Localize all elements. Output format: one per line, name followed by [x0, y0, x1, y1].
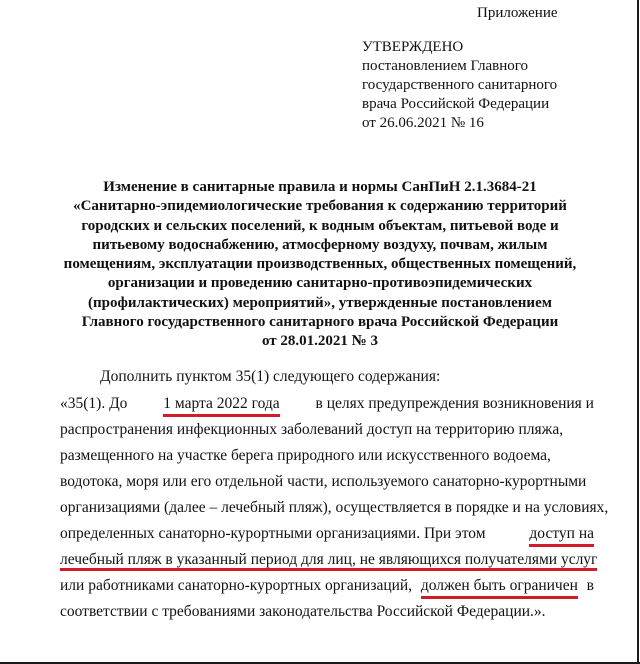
intro-paragraph: Дополнить пунктом 35(1) следующего содержания:	[100, 368, 441, 385]
document-title	[60, 178, 580, 352]
body-text: в целях предупреждения возникновения и	[315, 395, 594, 412]
title-line: (профилактических) мероприятий», утвержденные постановлением	[88, 294, 552, 311]
title-line: от 28.01.2021 № 3	[262, 333, 378, 350]
highlight-restricted: должен быть ограничен	[421, 573, 578, 599]
body-line: организациями (далее – лечебный пляж), осуществляется в порядке и на условиях,	[60, 499, 609, 516]
title-line: Изменение в санитарные правила и нормы СанПиН 2.1.3684-21	[103, 179, 537, 195]
body-line	[60, 547, 598, 573]
title-line: организации и проведению санитарно-противоэпидемических	[107, 275, 533, 292]
body-text: «35(1). До	[60, 395, 128, 412]
appendix-label: Приложение	[477, 5, 558, 21]
approval-line: государственного санитарного	[362, 77, 558, 93]
body-paragraph	[60, 391, 609, 625]
body-line: размещенного на участке берега природного или искусственного водоема,	[60, 447, 551, 464]
title-line: Главного государственного санитарного врача Российской Федерации	[81, 314, 559, 331]
approval-line: постановлением Главного	[362, 58, 529, 74]
body-line: соответствии с требованиями законодательства Российской Федерации.».	[60, 603, 546, 620]
highlight-beach-access: лечебный пляж в указанный период для лиц, не являющихся получателями услуг	[60, 551, 597, 571]
approval-line: врача Российской Федерации	[362, 96, 550, 112]
approval-block	[362, 38, 557, 133]
body-line: распространения инфекционных заболеваний доступ на территорию пляжа,	[60, 421, 564, 438]
highlight-access: доступ на	[529, 521, 594, 547]
body-text: в	[586, 577, 594, 594]
approval-line: УТВЕРЖДЕНО	[362, 39, 464, 55]
body-line	[60, 521, 594, 547]
highlight-date: 1 марта 2022 года	[163, 391, 279, 417]
title-line: помещениям, эксплуатации производственных, общественных помещений,	[63, 256, 577, 273]
body-line: водотока, моря или его отдельной части, используемого санаторно-курортными	[60, 473, 587, 490]
page-border-right	[637, 0, 639, 664]
approval-line: от 26.06.2021 № 16	[362, 115, 484, 131]
body-line	[60, 391, 594, 417]
title-line: городских и сельских поселений, к водным объектам, питьевой воде и	[81, 217, 559, 234]
body-text: или работниками санаторно-курортных организаций,	[60, 577, 413, 594]
title-line: питьевому водоснабжению, атмосферному воздуху, почвам, жилым	[92, 236, 548, 253]
body-text: определенных санаторно-курортными организациями. При этом	[60, 525, 486, 542]
title-line: «Санитарно-эпидемиологические требования к содержанию территорий	[73, 198, 567, 215]
body-line	[60, 573, 594, 599]
